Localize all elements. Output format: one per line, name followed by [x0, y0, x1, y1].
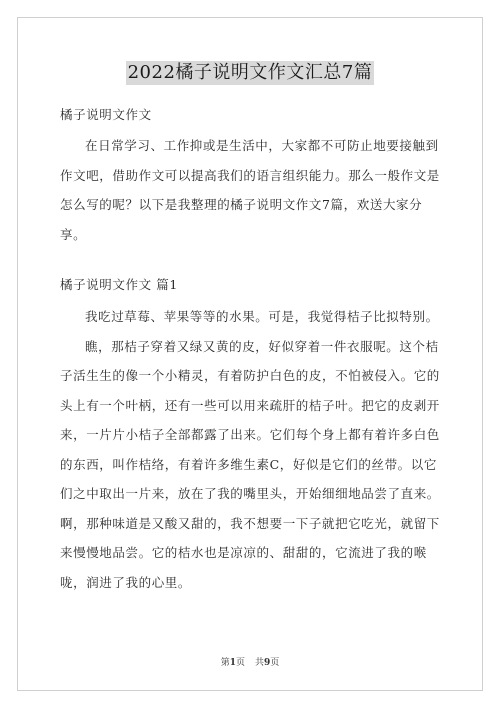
- total-prefix: 共: [255, 658, 265, 668]
- page-footer: [0, 657, 500, 669]
- total-suffix: 页: [270, 658, 280, 668]
- page-suffix: 页: [235, 658, 245, 668]
- spacer: [60, 249, 446, 275]
- page-current: 1: [229, 658, 236, 668]
- page-prefix: 第: [220, 658, 230, 668]
- article-heading: 橘子说明文作文 篇1: [60, 277, 178, 292]
- document-title: 2022橘子说明文作文汇总7篇: [127, 62, 373, 83]
- body-paragraph: 我吃过草莓、苹果等等的水果。可是，我觉得桔子比拟特别。: [85, 309, 439, 324]
- body-paragraph: 瞧，那桔子穿着又绿又黄的皮，好似穿着一件衣服呢。这个桔子活生生的像一个小精灵，有着防护白色的皮，不怕被侵入。它的头上有一个叶柄，还有一些可以用来疏肝的桔子叶。把它的皮剥开来，一片片小桔子全部都露了出来。它们每个身上都有着许多白色的东西，叫作桔络，有着许多维生素C，好似是它们的丝带。以它们之中取出一片来，放在了我的嘴里头，开始细细地品尝了直来。啊，那种味道是又酸又甜的，我不想要一下子就把它吃光，就留下来慢慢地品尝。它的桔水也是凉凉的、甜甜的，它流进了我的喉咙，润进了我的心里。: [60, 338, 440, 590]
- spacer: [60, 295, 446, 302]
- page-total: 9: [264, 658, 271, 668]
- intro-heading: 橘子说明文作文: [60, 107, 152, 122]
- intro-paragraph: 在日常学习、工作抑或是生活中，大家都不可防止地要接触到作文吧，借助作文可以提高我们的语言组织能力。那么一般作文是怎么写的呢？以下是我整理的橘子说明文作文7篇，欢送大家分享。: [60, 138, 440, 242]
- title-container: [0, 61, 500, 85]
- document-body: [60, 105, 446, 597]
